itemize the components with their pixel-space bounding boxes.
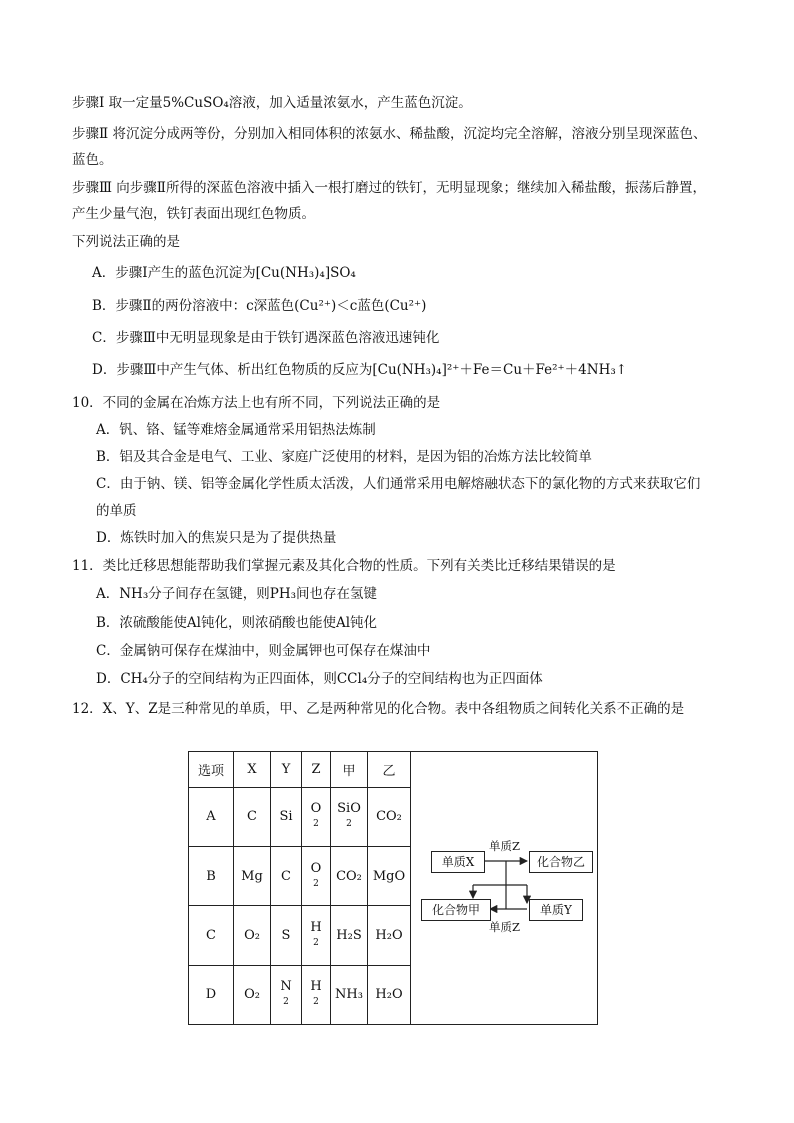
table-header: Y	[271, 752, 302, 788]
z-bottom: 2	[313, 938, 319, 949]
z-top: H	[310, 920, 322, 936]
table-cell-option: C	[189, 906, 234, 965]
table-header: Z	[302, 752, 331, 788]
table-cell-yi: H₂O	[368, 965, 411, 1024]
table-cell-yi: MgO	[368, 847, 411, 906]
table-cell-x: Mg	[234, 847, 271, 906]
table-cell-z	[302, 965, 331, 1024]
table-header-row	[189, 752, 598, 788]
table-cell-x: O₂	[234, 906, 271, 965]
jia-bottom: 2	[346, 819, 352, 830]
table-cell-jia: H₂S	[331, 906, 368, 965]
options-table	[188, 751, 598, 1025]
diagram-arrows	[411, 752, 597, 1024]
conversion-diagram-cell	[411, 752, 598, 1025]
table-cell-option: A	[189, 787, 234, 846]
q10-option-c-line-1: C．由于钠、镁、铝等金属化学性质太活泼，人们通常采用电解熔融状态下的氯化物的方式来获取它们	[96, 476, 701, 492]
y-top: N	[280, 979, 292, 995]
step-2-line-1: 步骤Ⅱ 将沉淀分成两等份，分别加入相同体积的浓氨水、稀盐酸，沉淀均完全溶解，溶液分别呈现深蓝色、	[72, 126, 707, 142]
q11-stem: 11．类比迁移思想能帮助我们掌握元素及其化合物的性质。下列有关类比迁移结果错误的是	[72, 558, 616, 574]
q9-option-c: C．步骤Ⅲ中无明显现象是由于铁钉遇深蓝色溶液迅速钝化	[92, 330, 440, 346]
table-cell-x: C	[234, 787, 271, 846]
q10-option-a: A．钒、铬、锰等难熔金属通常采用铝热法炼制	[96, 422, 376, 438]
q9-option-b: B．步骤Ⅱ的两份溶液中：c深蓝色(Cu²⁺)＜c蓝色(Cu²⁺)	[92, 298, 427, 314]
table-header: 乙	[368, 752, 411, 788]
q10-option-b: B．铝及其合金是电气、工业、家庭广泛使用的材料，是因为铝的冶炼方法比较简单	[96, 449, 592, 465]
y-bottom: 2	[283, 997, 289, 1008]
arrow-label-top: 单质Z	[489, 839, 520, 853]
table-cell-yi: CO₂	[368, 787, 411, 846]
table-header: 选项	[189, 752, 234, 788]
step-3-line-1: 步骤Ⅲ 向步骤Ⅱ所得的深蓝色溶液中插入一根打磨过的铁钉，无明显现象；继续加入稀盐酸，振荡后静置，	[72, 180, 706, 196]
arrow-label-bottom: 单质Z	[489, 920, 520, 934]
conversion-diagram	[411, 752, 597, 1024]
table-cell-z	[302, 787, 331, 846]
table-cell-jia: NH₃	[331, 965, 368, 1024]
q12-stem: 12．X、Y、Z是三种常见的单质，甲、乙是两种常见的化合物。表中各组物质之间转化关系不正确的是	[72, 701, 685, 717]
table-cell-x: O₂	[234, 965, 271, 1024]
table-header: X	[234, 752, 271, 788]
table-cell-z	[302, 847, 331, 906]
z-top: O	[310, 860, 322, 876]
table-cell-z	[302, 906, 331, 965]
q11-option-b: B．浓硫酸能使Al钝化，则浓硝酸也能使Al钝化	[96, 615, 378, 631]
box-compound-yi: 化合物乙	[529, 851, 593, 873]
table-cell-jia: CO₂	[331, 847, 368, 906]
q9-option-d: D．步骤Ⅲ中产生气体、析出红色物质的反应为[Cu(NH₃)₄]²⁺＋Fe＝Cu＋Fe²⁺＋4NH₃↑	[92, 362, 628, 378]
z-top: H	[310, 979, 322, 995]
q11-option-c: C．金属钠可保存在煤油中，则金属钾也可保存在煤油中	[96, 643, 431, 659]
step-3-line-2: 产生少量气泡，铁钉表面出现红色物质。	[72, 206, 315, 222]
jia-top: SiO	[337, 801, 361, 817]
step-2-line-2: 蓝色。	[72, 152, 113, 168]
q10-option-d: D．炼铁时加入的焦炭只是为了提供热量	[96, 530, 337, 546]
table-cell-yi: H₂O	[368, 906, 411, 965]
z-bottom: 2	[313, 997, 319, 1008]
box-compound-jia: 化合物甲	[421, 899, 491, 921]
table-cell-option: D	[189, 965, 234, 1024]
box-element-x: 单质X	[431, 851, 485, 873]
box-element-y: 单质Y	[529, 899, 583, 921]
table-cell-jia	[331, 787, 368, 846]
q10-option-c-line-2: 的单质	[96, 503, 137, 519]
table-cell-option: B	[189, 847, 234, 906]
table-cell-y	[271, 965, 302, 1024]
step-1: 步骤Ⅰ 取一定量5%CuSO₄溶液，加入适量浓氨水，产生蓝色沉淀。	[72, 95, 472, 111]
z-bottom: 2	[313, 819, 319, 830]
q11-option-d: D．CH₄分子的空间结构为正四面体，则CCl₄分子的空间结构也为正四面体	[96, 671, 543, 687]
table-cell-y: S	[271, 906, 302, 965]
table-cell-y: C	[271, 847, 302, 906]
q11-option-a: A．NH₃分子间存在氢键，则PH₃间也存在氢键	[96, 586, 378, 602]
z-top: O	[310, 801, 322, 817]
table-cell-y: Si	[271, 787, 302, 846]
q9-stem: 下列说法正确的是	[72, 234, 180, 250]
z-bottom: 2	[313, 878, 319, 889]
q9-option-a: A．步骤Ⅰ产生的蓝色沉淀为[Cu(NH₃)₄]SO₄	[92, 265, 356, 281]
table-header: 甲	[331, 752, 368, 788]
q10-stem: 10．不同的金属在冶炼方法上也有所不同，下列说法正确的是	[72, 395, 441, 411]
